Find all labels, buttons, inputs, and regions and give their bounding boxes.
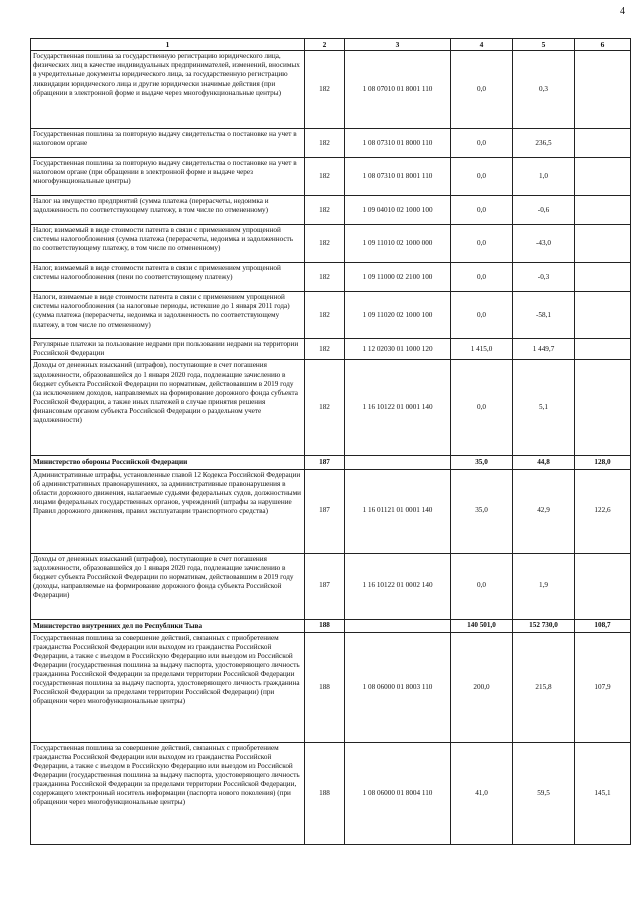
admin-code: 187 <box>305 553 345 619</box>
actual-value: 5,1 <box>513 360 575 456</box>
admin-code: 187 <box>305 469 345 553</box>
percent-value <box>575 158 631 196</box>
ministry-name: Министерство внутренних дел по Республики Тыва <box>31 619 305 632</box>
table-row <box>31 225 631 263</box>
actual-value: -58,1 <box>513 292 575 339</box>
actual-value: 42,9 <box>513 469 575 553</box>
actual-value: -43,0 <box>513 225 575 263</box>
budget-code: 1 08 07010 01 8001 110 <box>345 51 451 129</box>
table-row <box>31 129 631 158</box>
actual-value: 152 730,0 <box>513 619 575 632</box>
budget-code <box>345 456 451 469</box>
percent-value <box>575 51 631 129</box>
page-number: 4 <box>620 6 625 17</box>
percent-value: 145,1 <box>575 742 631 844</box>
admin-code: 182 <box>305 196 345 225</box>
revenue-name: Государственная пошлина за совершение действий, связанных с приобретением гражданства Российской Федерации или выходом из гражданства Российской Федерации, а также с въездом в Российскую Федерацию или выездом из Российской Федерации (государственная пошлина за выдачу паспорта, удостоверяющего личность гражданина Российской Федерации за пределами территории Российской Федерации, содержащего электронный носитель информации (паспорта нового поколения) (при обращении через многофункциональные центры) <box>31 742 305 844</box>
table-row <box>31 158 631 196</box>
admin-code: 182 <box>305 292 345 339</box>
percent-value: 128,0 <box>575 456 631 469</box>
planned-value: 200,0 <box>451 632 513 742</box>
revenue-name: Доходы от денежных взысканий (штрафов), поступающие в счет погашения задолженности, образовавшейся до 1 января 2020 года, подлежащие зачислению в бюджет субъекта Российской Федерации по нормативам, действовавшим в 2019 году (доходы, направляемые на формирование дорожного фонда субъекта Российской Федерации) <box>31 553 305 619</box>
table-row <box>31 469 631 553</box>
budget-code: 1 09 11010 02 1000 000 <box>345 225 451 263</box>
actual-value: 59,5 <box>513 742 575 844</box>
header-cell: 2 <box>305 39 345 51</box>
planned-value: 0,0 <box>451 360 513 456</box>
revenue-name: Налог на имущество предприятий (сумма платежа (перерасчеты, недоимка и задолженность по соответствующему платежу, в том числе по отмененному) <box>31 196 305 225</box>
actual-value: 215,8 <box>513 632 575 742</box>
header-cell: 1 <box>31 39 305 51</box>
ministry-name: Министерство обороны Российской Федерации <box>31 456 305 469</box>
budget-code: 1 08 07310 01 8001 110 <box>345 158 451 196</box>
planned-value: 0,0 <box>451 553 513 619</box>
revenue-name: Государственная пошлина за государственную регистрацию юридического лица, физических лиц в качестве индивидуальных предпринимателей, изменений, вносимых в учредительные документы юридического лица, за государственную регистрацию ликвидации юридического лица и другие юридически значимые действия (при обращении в электронной форме и выдаче через многофункциональные центры) <box>31 51 305 129</box>
percent-value <box>575 292 631 339</box>
actual-value: 236,5 <box>513 129 575 158</box>
admin-code: 188 <box>305 619 345 632</box>
revenue-name: Государственная пошлина за совершение действий, связанных с приобретением гражданства Российской Федерации или выходом из гражданства Российской Федерации, а также с въездом в Российскую Федерацию или выездом из Российской Федерации (государственная пошлина за выдачу паспорта, удостоверяющего личность гражданина Российской Федерации за пределами территории Российской Федерации государственная пошлина за выдачу паспорта, удостоверяющего личность гражданина Российской Федерации за пределами территории Российской Федерации) (при обращении через многофункциональные центры) <box>31 632 305 742</box>
budget-code: 1 16 10122 01 0002 140 <box>345 553 451 619</box>
budget-code: 1 09 04010 02 1000 100 <box>345 196 451 225</box>
actual-value: -0,6 <box>513 196 575 225</box>
budget-code: 1 12 02030 01 1000 120 <box>345 339 451 360</box>
percent-value <box>575 339 631 360</box>
planned-value: 0,0 <box>451 292 513 339</box>
percent-value <box>575 360 631 456</box>
percent-value: 107,9 <box>575 632 631 742</box>
admin-code: 182 <box>305 51 345 129</box>
admin-code: 182 <box>305 360 345 456</box>
revenue-table <box>30 38 631 845</box>
actual-value: -0,3 <box>513 263 575 292</box>
table-header-row <box>31 39 631 51</box>
budget-code: 1 09 11000 02 2100 100 <box>345 263 451 292</box>
admin-code: 182 <box>305 225 345 263</box>
header-cell: 6 <box>575 39 631 51</box>
table-row <box>31 360 631 456</box>
admin-code: 187 <box>305 456 345 469</box>
planned-value: 140 501,0 <box>451 619 513 632</box>
header-cell: 4 <box>451 39 513 51</box>
percent-value <box>575 129 631 158</box>
revenue-name: Налог, взимаемый в виде стоимости патента в связи с применением упрощенной системы налогообложения (сумма платежа (перерасчеты, недоимка и задолженность по соответствующему платежу, в том числе по отмененному) <box>31 225 305 263</box>
table-row <box>31 619 631 632</box>
budget-code: 1 09 11020 02 1000 100 <box>345 292 451 339</box>
planned-value: 0,0 <box>451 225 513 263</box>
revenue-name: Государственная пошлина за повторную выдачу свидетельства о постановке на учет в налоговом органе <box>31 129 305 158</box>
actual-value: 1 449,7 <box>513 339 575 360</box>
planned-value: 41,0 <box>451 742 513 844</box>
planned-value: 1 415,0 <box>451 339 513 360</box>
percent-value <box>575 553 631 619</box>
header-cell: 3 <box>345 39 451 51</box>
table-row <box>31 292 631 339</box>
table-row <box>31 632 631 742</box>
admin-code: 182 <box>305 339 345 360</box>
table-row <box>31 456 631 469</box>
revenue-name: Административные штрафы, установленные главой 12 Кодекса Российской Федерации об административных правонарушениях, за административные правонарушения в области дорожного движения, налагаемые судьями федеральных судов, должностными лицами федеральных государственных органов, учреждений (штрафы за нарушение Правил дорожного движения, правил эксплуатации транспортного средства) <box>31 469 305 553</box>
planned-value: 0,0 <box>451 158 513 196</box>
header-cell: 5 <box>513 39 575 51</box>
budget-code: 1 16 01121 01 0001 140 <box>345 469 451 553</box>
planned-value: 0,0 <box>451 263 513 292</box>
revenue-name: Налоги, взимаемые в виде стоимости патента в связи с применением упрощенной системы налогообложения (за налоговые периоды, истекшие до 1 января 2011 года) (сумма платежа (перерасчеты, недоимка и задолженность по соответствующему платежу, в том числе по отмененному) <box>31 292 305 339</box>
percent-value: 108,7 <box>575 619 631 632</box>
planned-value: 0,0 <box>451 129 513 158</box>
revenue-name: Государственная пошлина за повторную выдачу свидетельства о постановке на учет в налоговом органе (при обращении в электронной форме и выдаче через многофункциональные центры) <box>31 158 305 196</box>
admin-code: 188 <box>305 742 345 844</box>
actual-value: 1,0 <box>513 158 575 196</box>
budget-code: 1 08 06000 01 8004 110 <box>345 742 451 844</box>
table-row <box>31 196 631 225</box>
planned-value: 35,0 <box>451 469 513 553</box>
budget-code: 1 08 07310 01 8000 110 <box>345 129 451 158</box>
actual-value: 1,9 <box>513 553 575 619</box>
revenue-name: Налог, взимаемый в виде стоимости патента в связи с применением упрощенной системы налогообложения (пени по соответствующему платежу) <box>31 263 305 292</box>
planned-value: 0,0 <box>451 51 513 129</box>
admin-code: 182 <box>305 129 345 158</box>
budget-code: 1 16 10122 01 0001 140 <box>345 360 451 456</box>
revenue-name: Регулярные платежи за пользование недрами при пользовании недрами на территории Российской Федерации <box>31 339 305 360</box>
table-row <box>31 742 631 844</box>
table-row <box>31 51 631 129</box>
percent-value <box>575 263 631 292</box>
budget-code: 1 08 06000 01 8003 110 <box>345 632 451 742</box>
planned-value: 0,0 <box>451 196 513 225</box>
percent-value: 122,6 <box>575 469 631 553</box>
table-row <box>31 263 631 292</box>
admin-code: 182 <box>305 263 345 292</box>
table-row <box>31 339 631 360</box>
actual-value: 0,3 <box>513 51 575 129</box>
percent-value <box>575 196 631 225</box>
budget-code <box>345 619 451 632</box>
revenue-name: Доходы от денежных взысканий (штрафов), поступающие в счет погашения задолженности, образовавшейся до 1 января 2020 года, подлежащие зачислению в бюджет субъекта Российской Федерации по нормативам, действовавшим в 2019 году (за исключением доходов, направляемых на формирование дорожного фонда субъекта Российской Федерации, а также иных платежей в случае принятия решения финансовым органом субъекта Российской Федерации о раздельном учете задолженности) <box>31 360 305 456</box>
actual-value: 44,8 <box>513 456 575 469</box>
admin-code: 182 <box>305 158 345 196</box>
planned-value: 35,0 <box>451 456 513 469</box>
admin-code: 188 <box>305 632 345 742</box>
table-row <box>31 553 631 619</box>
percent-value <box>575 225 631 263</box>
